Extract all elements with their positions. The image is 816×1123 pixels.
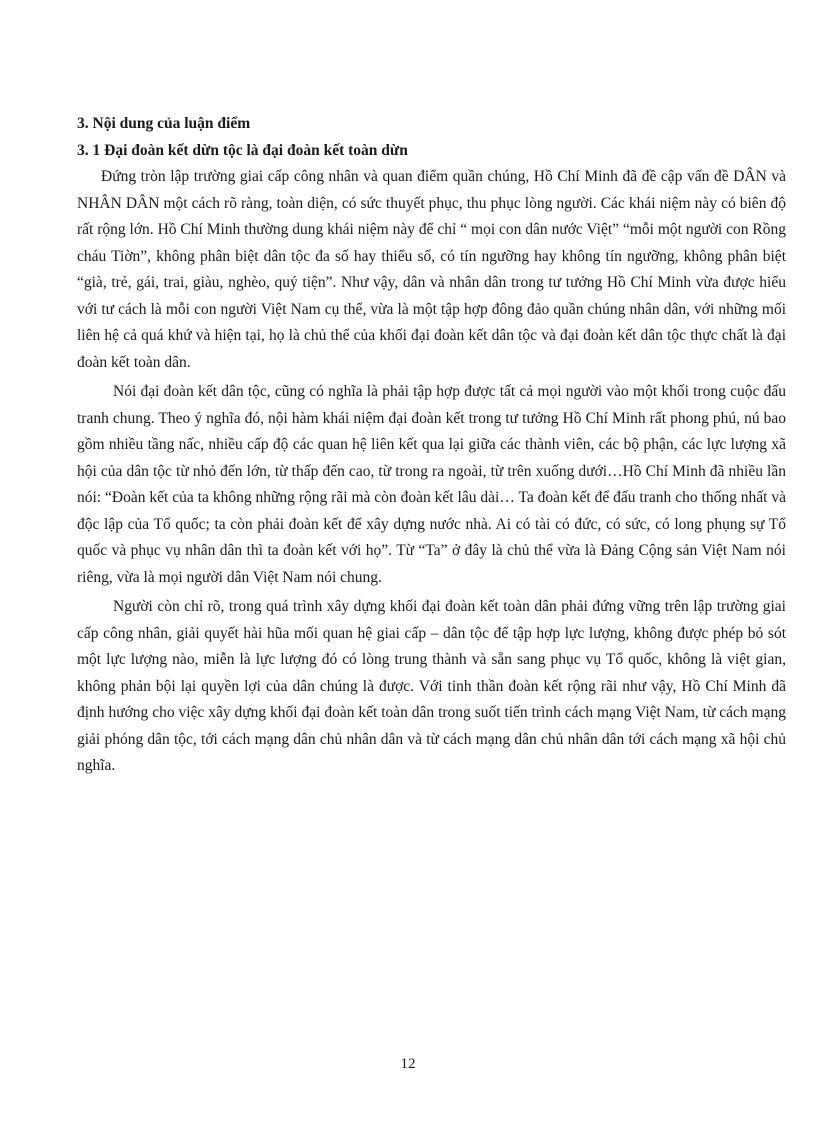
paragraph-1: Đứng tròn lập trường giai cấp công nhân và quan điểm quần chúng, Hồ Chí Minh đã đề cập vấn đề DÂN và NHÂN DÂN một cách rõ ràng, toàn diện, có sức thuyết phục, thu phục lòng người. Các khái niệm này có biên độ rất rộng lớn. Hồ Chí Minh thường dung khái niệm này để chỉ “ mọi con dân nước Việt” “mỗi một người con Rồng cháu Tiờn”, không phân biệt dân tộc đa số hay thiểu số, có tín ngưỡng hay không tín ngưỡng, không phân biệt “già, trẻ, gái, trai, giàu, nghèo, quý tiện”. Như vậy, dân và nhân dân trong tư tưởng Hồ Chí Minh vừa được hiểu với tư cách là mỗi con người Việt Nam cụ thể, vừa là một tập hợp đông đảo quần chúng nhân dân, với những mối liên hệ cả quá khứ và hiện tại, họ là chủ thể của khối đại đoàn kết dân tộc và đại đoàn kết dân tộc thực chất là đại đoàn kết toàn dân. [77,168,786,371]
paragraph-3: Người còn chỉ rõ, trong quá trình xây dựng khối đại đoàn kết toàn dân phải đứng vững trên lập trường giai cấp công nhân, giải quyết hài hũa mối quan hệ giai cấp – dân tộc để tập hợp lực lượng, không được phép bỏ sót một lực lượng nào, miễn là lực lượng đó có lòng trung thành và sẵn sang phục vụ Tổ quốc, không là việt gian, không phản bội lại quyền lợi của dân chúng là được. Với tinh thần đoàn kết rộng rãi như vậy, Hồ Chí Minh đã định hướng cho việc xây dựng khối đại đoàn kết toàn dân trong suốt tiến trình cách mạng Việt Nam, từ cách mạng giải phóng dân tộc, tới cách mạng dân chủ nhân dân và từ cách mạng dân chủ nhân dân tới cách mạng xã hội chủ nghĩa. [77,598,786,774]
page-content [77,110,786,780]
page-number: 12 [400,1056,416,1072]
paragraph-2: Nói đại đoàn kết dân tộc, cũng có nghĩa là phải tập hợp được tất cả mọi người vào một khối trong cuộc đấu tranh chung. Theo ý nghĩa đó, nội hàm khái niệm đại đoàn kết trong tư tưởng Hồ Chí Minh rất phong phú, nú bao gồm nhiều tầng nấc, nhiều cấp độ các quan hệ liên kết qua lại giữa các thành viên, các bộ phận, các lực lượng xã hội của dân tộc từ nhỏ đến lớn, từ thấp đến cao, từ trong ra ngoài, từ trên xuống dưới…Hồ Chí Minh đã nhiều lần nói: “Đoàn kết của ta không những rộng rãi mà còn đoàn kết lâu dài… Ta đoàn kết để đấu tranh cho thống nhất và độc lập của Tổ quốc; ta còn phải đoàn kết để xây dựng nước nhà. Ai có tài có đức, có sức, có long phụng sự Tổ quốc và phục vụ nhân dân thì ta đoàn kết với họ”. Từ “Ta” ở đây là chủ thể vừa là Đảng Cộng sản Việt Nam nói riêng, vừa là mọi người dân Việt Nam nói chung. [77,383,786,586]
section-heading: 3. Nội dung của luận điểm [77,115,251,132]
subsection-heading: 3. 1 Đại đoàn kết dừn tộc là đại đoàn kết toàn dừn [77,142,408,159]
